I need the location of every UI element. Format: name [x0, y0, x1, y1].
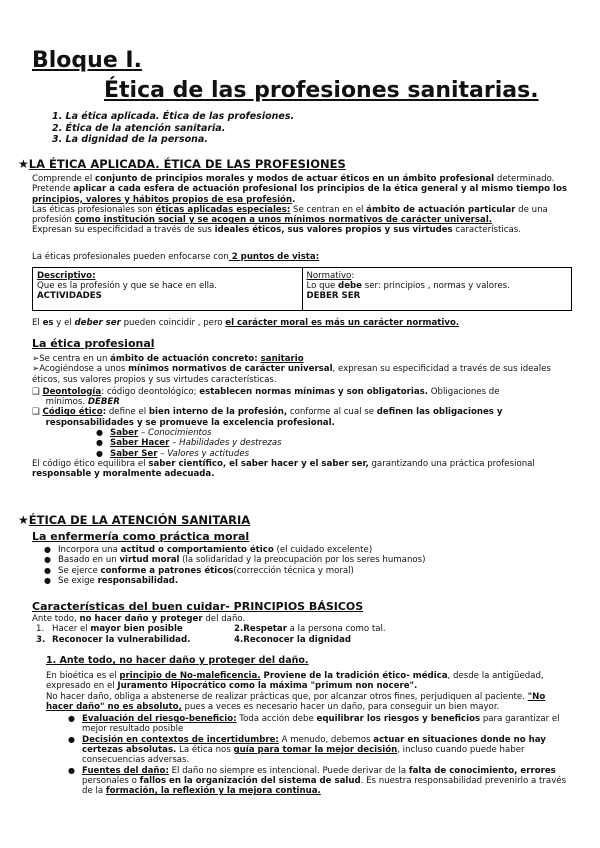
etica-profesional-heading: La ética profesional	[32, 337, 155, 350]
enfermeria-heading: La enfermería como práctica moral	[32, 530, 250, 543]
list-item: ● Saber Ser – Valores y actitudes	[96, 448, 250, 459]
saber-list	[88, 428, 572, 459]
list-item: ● Incorpora una actitud o comportamiento ético (el cuidado excelente)	[44, 545, 373, 555]
deber-ser-note: El es y el deber ser pueden coincidir , pero el carácter moral es más un carácter normativo.	[32, 318, 460, 328]
list-item: ● Basado en un virtud moral (la solidaridad y la preocupación por los seres humanos)	[44, 555, 426, 566]
toc-item: 2. Ética de la atención sanitaria.	[52, 122, 226, 134]
etica-profesional-body: ➢Se centra en un ámbito de actuación concreto: sanitario ➢Acogiéndose a unos mínimos normativos de carácter universal, expresan su especificidad a través de sus ideales éticos, sus valores propios y sus virtudes características. ❑ Deontología: código deontológico; establecen normas mínimas y son obligatorias. Obligaciones de mínimos. DEBER ❑ Código ético: define el bien interno de la profesión, conforme al cual se definen las obligaciones y responsabilidades y se promueve la excelencia profesional. ● Saber – Conocimientos ● Saber Hacer – Habilidades y destrezas ● Saber Ser – Valores y actitudes El código ético equilibra el saber científico, el saber hacer y el saber ser, garantizando una práctica profesional responsable y moralmente adecuada.	[32, 354, 572, 480]
list-item: ● Se ejerce conforme a patrones éticos(corrección técnica y moral)	[44, 565, 354, 576]
table-of-contents	[52, 111, 294, 146]
caracteristicas-heading: Características del buen cuidar- PRINCIPIOS BÁSICOS	[32, 600, 364, 613]
enfermeria-list	[36, 545, 566, 586]
list-item: ● Saber Hacer – Habilidades y destrezas	[96, 438, 282, 449]
no-hacer-dano-heading: 1. Ante todo, no hacer daño y proteger del daño.	[46, 655, 309, 666]
descriptivo-cell: Descriptivo: Que es la profesión y que se hace en ella. ACTIVIDADES	[37, 271, 217, 301]
intro-paragraph: Comprende el conjunto de principios morales y modos de actuar éticos en un ámbito profesional determinado. Pretende aplicar a cada esfera de actuación profesional los principios de la ética general y al mismo tiempo los principios, valores y hábitos propios de esa profesión. Las éticas profesionales son éticas aplicadas especiales: Se centran en el ámbito de actuación particular de una profesión como institución social y se acogen a unos mínimos normativos de carácter universal. Expresan su especificidad a través de sus ideales éticos, sus valores propios y sus virtudes características.	[32, 174, 567, 236]
section-heading-atencion-sanitaria: ★ÉTICA DE LA ATENCIÓN SANITARIA	[18, 513, 251, 527]
list-item: ● Se exige responsabilidad.	[44, 575, 179, 586]
enfocarse-text: La éticas profesionales pueden enfocarse con 2 puntos de vista:	[32, 252, 320, 262]
star-icon: ★	[18, 513, 29, 527]
section-heading-etica-aplicada: ★LA ÉTICA APLICADA. ÉTICA DE LAS PROFESIONES	[18, 157, 346, 171]
toc-item: 1. La ética aplicada. Ética de las profesiones.	[52, 111, 295, 122]
toc-item: 3. La dignidad de la persona.	[52, 134, 208, 145]
no-maleficencia-body: En bioética es el principio de No-maleficencia. Proviene de la tradición ético- médica, desde la antigüedad, expresado en el Juramento Hipocrático como la máxima "primum non nocere". No hacer daño, obliga a abstenerse de realizar prácticas que, por alcanzar otros fines, perjudiquen al paciente. "No hacer daño" no es absoluto, pues a veces es necesario hacer un daño, para conseguir un bien mayor. ● Evaluación del riesgo-beneficio: Toda acción debe equilibrar los riesgos y beneficios para garantizar el mejor resultado posible ● Decisión en contextos de incertidumbre: A menudo, debemos actuar en situaciones donde no hay certezas absolutas. La ética nos guía para tomar la mejor decisión, incluso cuando puede haber consecuencias adversas. ● Fuentes del daño: El daño no siempre es intencional. Puede derivar de la falta de conocimiento, errores personales o fallos en la organización del sistema de salud. Es nuestra responsabilidad prevenirlo a través de la formación, la reflexión y la mejora continua.	[46, 671, 572, 797]
list-item: ● Decisión en contextos de incertidumbre: A menudo, debemos actuar en situaciones donde no hay certezas absolutas. La ética nos guía para tomar la mejor decisión, incluso cuando puede haber consecuencias adversas.	[68, 734, 546, 766]
list-item: ● Fuentes del daño: El daño no siempre es intencional. Puede derivar de la falta de conocimiento, errores personales o fallos en la organización del sistema de salud. Es nuestra responsabilidad prevenirlo a través de la formación, la reflexión y la mejora continua.	[68, 765, 567, 797]
principios-block: Ante todo, no hacer daño y proteger del daño. 1. Hacer el mayor bien posible 2.Respetar a la persona como tal. 3. Reconocer la vulnerabilidad. 4.Reconocer la dignidad	[32, 614, 386, 645]
dano-list	[60, 714, 572, 796]
list-item: ● Saber – Conocimientos	[96, 428, 212, 439]
normativo-cell: Normativo: Lo que debe ser: principios , normas y valores. DEBER SER	[302, 268, 572, 310]
viewpoints-table	[32, 267, 572, 311]
page-title: Ética de las profesiones sanitarias.	[104, 78, 539, 103]
list-item: ● Evaluación del riesgo-beneficio: Toda acción debe equilibrar los riesgos y beneficios para garantizar el mejor resultado posible	[68, 714, 560, 735]
title-block: Bloque I.	[32, 48, 142, 73]
star-icon: ★	[18, 157, 29, 171]
